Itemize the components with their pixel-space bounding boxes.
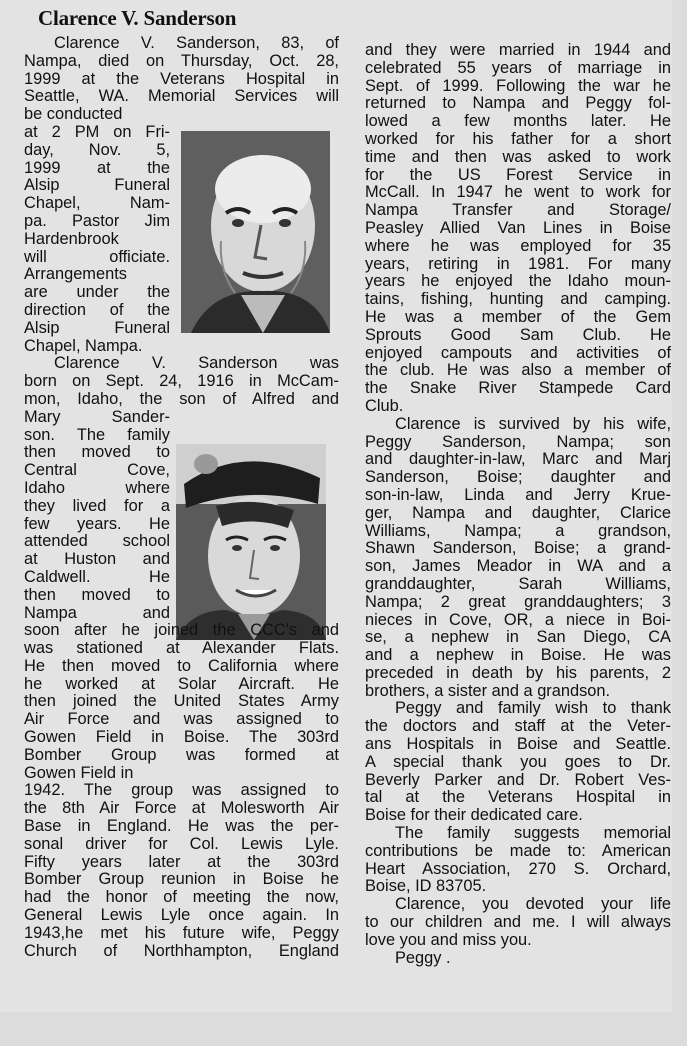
text-line: Clarence, you devoted your life [395, 895, 671, 914]
text-line: ans Hospitals in Boise and Seattle. [365, 735, 671, 754]
text-line: was stationed at Alexander Flats. [24, 639, 339, 658]
text-line: then moved to [24, 443, 170, 462]
text-line: Sept. of 1999. Following the war he [365, 76, 671, 95]
text-line: Clarence V. Sanderson, 83, of [54, 34, 339, 52]
text-line: son. The family [24, 425, 170, 444]
text-line: and daughter-in-law, Marc and Marj [365, 450, 671, 469]
text-line: Alsip Funeral [24, 318, 170, 337]
text-line: 1942. The group was assigned to [24, 781, 339, 800]
text-line: then moved to [24, 585, 170, 604]
text-line: 1943,he met his future wife, Peggy [24, 923, 339, 942]
text-line: Church of Northhampton, England [24, 941, 339, 960]
text-line: The family suggests memorial [395, 824, 671, 843]
text-line: the doctors and staff at the Veter- [365, 717, 671, 736]
text-line: Boise, ID 83705. [365, 877, 487, 896]
text-line: Fifty years later at the 303rd [24, 852, 339, 871]
text-line: Williams, Nampa; a grandson, [365, 521, 671, 540]
text-line: tal at the Veterans Hospital in [365, 788, 671, 807]
text-line: and a nephew in Boise. He was [365, 646, 671, 665]
text-line: se, a nephew in San Diego, CA [365, 628, 671, 647]
text-line: Club. [365, 396, 404, 415]
text-line: Gowen Field in [24, 763, 134, 782]
text-line: be conducted [24, 105, 123, 124]
text-line: tains, fishing, hunting and camping. [365, 290, 671, 309]
text-line: Clarence V. Sanderson was [54, 354, 339, 373]
text-line: Heart Association, 270 S. Orchard, [365, 859, 671, 878]
text-line: and they were married in 1944 and [365, 41, 671, 59]
text-line: time and then was asked to work [365, 147, 671, 166]
text-line: Boise for their dedicated care. [365, 806, 583, 825]
obituary-column-left [24, 35, 339, 960]
text-line: contributions be made to: American [365, 841, 671, 860]
text-line: to our children and me. I will always [365, 913, 671, 932]
text-line: are under the [24, 283, 170, 302]
text-line: Gowen Field in Boise. The 303rd [24, 728, 339, 747]
text-line: he worked at Solar Aircraft. He [24, 674, 339, 693]
text-line: the club. He was also a member of [365, 361, 671, 380]
headline: Clarence V. Sanderson [38, 6, 237, 30]
text-line: Nampa and [24, 603, 170, 622]
text-line: Chapel, Nam- [24, 194, 170, 213]
text-line: Chapel, Nampa. [24, 336, 143, 355]
text-line: Nampa Transfer and Storage/ [365, 201, 671, 220]
text-line: direction of the [24, 300, 170, 319]
text-line: 1999 at the [24, 158, 170, 177]
text-line: son, James Meador in WA and a [365, 557, 671, 576]
text-line: Base in England. He was the per- [24, 817, 339, 836]
text-line: at 2 PM on Fri- [24, 122, 170, 141]
text-line: Beverly Parker and Dr. Robert Ves- [365, 770, 671, 789]
text-line: son-in-law, Linda and Jerry Krue- [365, 485, 671, 504]
text-line: granddaughter, Sarah Williams, [365, 574, 671, 593]
text-line: at Huston and [24, 550, 170, 569]
text-line: Idaho where [24, 478, 170, 497]
text-line: Sprouts Good Sam Club. He [365, 325, 671, 344]
text-line: Seattle, WA. Memorial Services will [24, 87, 339, 106]
text-line: the 8th Air Force at Molesworth Air [24, 799, 339, 818]
text-line: day, Nov. 5, [24, 140, 170, 159]
text-line: Clarence is survived by his wife, [395, 414, 671, 433]
text-line: Central Cove, [24, 461, 170, 480]
text-line: few years. He [24, 514, 170, 533]
obituary-column-right [365, 42, 671, 967]
text-line: He then moved to California where [24, 656, 339, 675]
text-line: mon, Idaho, the son of Alfred and [24, 389, 339, 408]
text-line: Caldwell. He [24, 567, 170, 586]
text-line: love you and miss you. [365, 930, 532, 949]
text-line: preceded in death by his parents, 2 [365, 663, 671, 682]
text-line: Sanderson, Boise; daughter and [365, 468, 671, 487]
text-line: the Snake River Stampede Card [365, 379, 671, 398]
text-line: ger, Nampa and daughter, Clarice [365, 503, 671, 522]
text-line: celebrated 55 years of marriage in [365, 58, 671, 77]
text-line: Hardenbrook [24, 229, 119, 248]
text-line: enjoyed campouts and activities of [365, 343, 671, 362]
text-line: Nampa; 2 great granddaughters; 3 [365, 592, 671, 611]
text-line: A special thank you goes to Dr. [365, 752, 671, 771]
text-line: General Lewis Lyle once again. In [24, 906, 339, 925]
text-line: attended school [24, 532, 170, 551]
text-line: sonal driver for Col. Lewis Lyle. [24, 834, 339, 853]
text-line: lowed a few months later. He [365, 112, 671, 131]
text-line: nieces in Cove, OR, a niece in Boi- [365, 610, 671, 629]
text-line: Alsip Funeral [24, 176, 170, 195]
text-line: born on Sept. 24, 1916 in McCam- [24, 372, 339, 391]
text-line: He was a member of the Gem [365, 307, 671, 326]
text-line: had the honor of meeting the now, [24, 888, 339, 907]
text-line: will officiate. [24, 247, 170, 266]
text-line: soon after he joined the CCC's and [24, 621, 339, 640]
text-line: years, retiring in 1981. For many [365, 254, 671, 273]
text-line: 1999 at the Veterans Hospital in [24, 69, 339, 88]
text-line: years he enjoyed the Idaho moun- [365, 272, 671, 291]
text-line: Peasley Allied Van Lines in Boise [365, 218, 671, 237]
text-line: Shawn Sanderson, Boise; a grand- [365, 539, 671, 558]
text-line: returned to Nampa and Peggy fol- [365, 94, 671, 113]
text-line: Arrangements [24, 265, 127, 284]
text-line: Bomber Group reunion in Boise he [24, 870, 339, 889]
text-line: Mary Sander- [24, 407, 170, 426]
text-line: where he was employed for 35 [365, 236, 671, 255]
text-line: Peggy Sanderson, Nampa; son [365, 432, 671, 451]
text-line: then joined the United States Army [24, 692, 339, 711]
signature-line: Peggy . [395, 948, 451, 967]
text-line: they lived for a [24, 496, 170, 515]
text-line: Peggy and family wish to thank [395, 699, 671, 718]
text-line: brothers, a sister and a grandson. [365, 681, 611, 700]
text-line: pa. Pastor Jim [24, 211, 170, 230]
text-line: for the US Forest Service in [365, 165, 671, 184]
text-line: Air Force and was assigned to [24, 710, 339, 729]
text-line: Bomber Group was formed at [24, 745, 339, 764]
text-line: McCall. In 1947 he went to work for [365, 183, 671, 202]
text-line: Nampa, died on Thursday, Oct. 28, [24, 51, 339, 70]
text-line: worked for his father for a short [365, 129, 671, 148]
